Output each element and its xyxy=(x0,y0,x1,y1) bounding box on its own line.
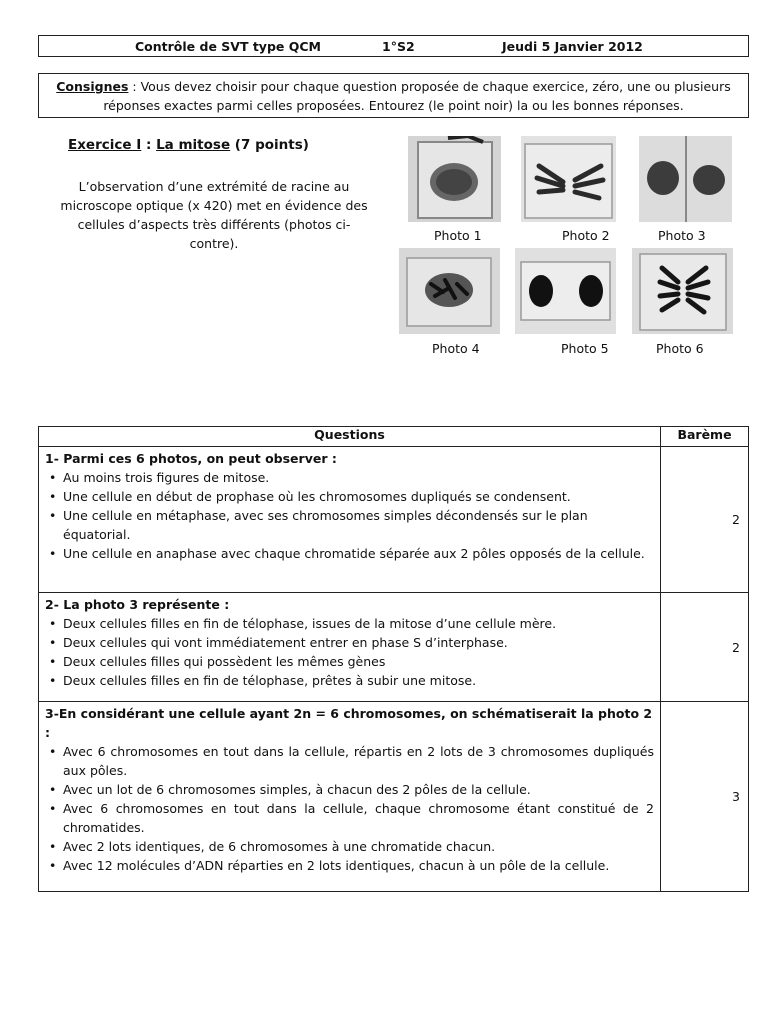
instructions-text: : Vous devez choisir pour chaque question proposée de chaque exercice, zéro, une ou plusieurs réponses exactes parmi celles proposées. Entourez (le point noir) la ou les bonnes réponses. xyxy=(103,79,731,113)
questions-table xyxy=(38,426,749,892)
question-2-title: 2- La photo 3 représente : xyxy=(45,597,230,612)
photo-2-image xyxy=(521,136,616,222)
exercise-number: Exercice I xyxy=(68,137,142,153)
exercise-topic: La mitose xyxy=(156,137,231,153)
answer-item[interactable]: • Deux cellules filles en fin de télophase, prêtes à subir une mitose. xyxy=(63,671,654,690)
answer-item[interactable]: • Une cellule en métaphase, avec ses chromosomes simples décondensés sur le plan équatorial. xyxy=(63,506,654,544)
answer-item[interactable]: • Une cellule en début de prophase où les chromosomes dupliqués se condensent. xyxy=(63,487,654,506)
col-header-questions: Questions xyxy=(39,427,661,447)
photo-1-image xyxy=(408,136,501,222)
answer-list xyxy=(45,614,654,690)
photo-4-caption: Photo 4 xyxy=(432,341,480,356)
answer-item[interactable]: • Avec un lot de 6 chromosomes simples, à chacun des 2 pôles de la cellule. xyxy=(63,780,654,799)
answer-item[interactable]: • Deux cellules filles en fin de télophase, issues de la mitose d’une cellule mère. xyxy=(63,614,654,633)
exercise-points: (7 points) xyxy=(230,137,309,153)
header-box xyxy=(38,35,749,57)
exam-date: Jeudi 5 Janvier 2012 xyxy=(502,39,643,54)
photo-3-image xyxy=(639,136,732,222)
question-cell xyxy=(39,702,661,892)
table-row xyxy=(39,593,749,702)
answer-list xyxy=(45,742,654,875)
col-header-bareme: Barème xyxy=(661,427,749,447)
question-cell xyxy=(39,593,661,702)
answer-item[interactable]: • Au moins trois figures de mitose. xyxy=(63,468,654,487)
photo-5-caption: Photo 5 xyxy=(561,341,609,356)
answer-item[interactable]: • Avec 6 chromosomes en tout dans la cellule, chaque chromosome étant constitué de 2 chromatides. xyxy=(63,799,654,837)
photo-6-image xyxy=(632,248,733,334)
answer-list xyxy=(45,468,654,563)
photo-4-image xyxy=(399,248,500,334)
answer-item[interactable]: • Deux cellules qui vont immédiatement entrer en phase S d’interphase. xyxy=(63,633,654,652)
table-row xyxy=(39,447,749,593)
answer-item[interactable]: • Avec 6 chromosomes en tout dans la cellule, répartis en 2 lots de 3 chromosomes dupliqués aux pôles. xyxy=(63,742,654,780)
exercise-sep: : xyxy=(141,137,157,153)
class-label: 1°S2 xyxy=(382,39,415,54)
photo-1-caption: Photo 1 xyxy=(434,228,482,243)
answer-item[interactable]: • Une cellule en anaphase avec chaque chromatide séparée aux 2 pôles opposés de la cellule. xyxy=(63,544,654,563)
exercise-intro: L’observation d’une extrémité de racine au microscope optique (x 420) met en évidence des cellules d’aspects très différents (photos ci-contre). xyxy=(60,179,368,251)
table-row xyxy=(39,702,749,892)
answer-item[interactable]: • Avec 12 molécules d’ADN réparties en 2 lots identiques, chacun à un pôle de la cellule. xyxy=(63,856,654,875)
photo-5-image xyxy=(515,248,616,334)
instructions-box xyxy=(38,73,749,118)
question-3-title: 3-En considérant une cellule ayant 2n = 6 chromosomes, on schématiserait la photo 2 : xyxy=(45,706,653,740)
photo-6-caption: Photo 6 xyxy=(656,341,704,356)
question-1-title: 1- Parmi ces 6 photos, on peut observer : xyxy=(45,451,337,466)
exam-title: Contrôle de SVT type QCM xyxy=(135,39,321,54)
question-cell xyxy=(39,447,661,593)
answer-item[interactable]: • Avec 2 lots identiques, de 6 chromosomes à une chromatide chacun. xyxy=(63,837,654,856)
instructions-label: Consignes xyxy=(56,79,129,94)
points-cell: 3 xyxy=(661,702,749,892)
points-cell: 2 xyxy=(661,447,749,593)
points-cell: 2 xyxy=(661,593,749,702)
exercise-title xyxy=(68,137,309,153)
photo-2-caption: Photo 2 xyxy=(562,228,610,243)
table-header-row xyxy=(39,427,749,447)
photo-3-caption: Photo 3 xyxy=(658,228,706,243)
answer-item[interactable]: • Deux cellules filles qui possèdent les mêmes gènes xyxy=(63,652,654,671)
